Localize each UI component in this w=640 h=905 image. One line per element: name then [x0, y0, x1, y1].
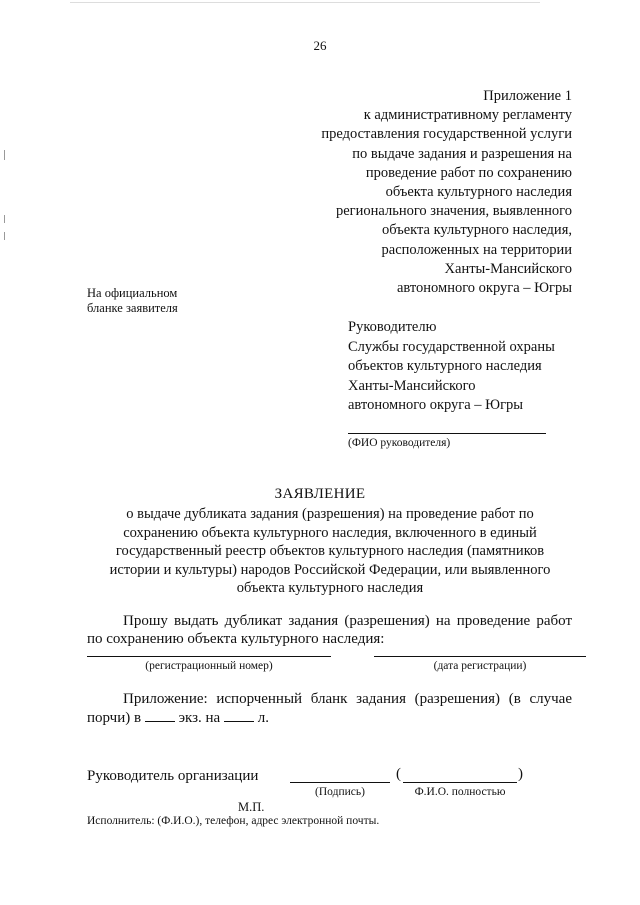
- signature-field[interactable]: [290, 782, 390, 783]
- registration-date-field[interactable]: [374, 656, 586, 657]
- scan-margin-mark: [4, 150, 5, 160]
- addressee-block: [348, 318, 555, 416]
- registration-number-caption: (регистрационный номер): [145, 660, 273, 672]
- signer-fio-caption: Ф.И.О. полностью: [414, 786, 506, 798]
- appendix-line: предоставления государственной услуги: [321, 126, 572, 143]
- appendix-line: регионального значения, выявленного: [336, 203, 572, 220]
- fio-paren-open: (: [396, 766, 401, 782]
- letterhead-line: На официальном: [87, 286, 178, 300]
- appendix-line: объекта культурного наследия,: [381, 222, 572, 239]
- stamp-place-label: М.П.: [238, 800, 265, 814]
- attachment-paragraph: [87, 690, 572, 727]
- subtitle-line: сохранению объекта культурного наследия, включенного в единый: [123, 524, 537, 541]
- signer-fio-field[interactable]: [403, 782, 517, 783]
- scan-margin-mark: [4, 232, 5, 240]
- attachment-text: Приложение: испорченный бланк задания (разрешения) (в случае порчи) в: [87, 691, 572, 726]
- addressee-line: автономного округа – Югры: [348, 397, 524, 413]
- letterhead-note: [87, 286, 178, 316]
- appendix-line: по выдаче задания и разрешения на: [352, 145, 572, 162]
- subtitle-line: истории и культуры) народов Российской Федерации, или выявленного: [109, 561, 551, 578]
- registration-number-field[interactable]: [87, 656, 331, 657]
- addressee-line: Руководителю: [348, 319, 437, 335]
- addressee-line: Ханты-Мансийского: [348, 377, 476, 394]
- page-number: 26: [313, 38, 327, 53]
- signature-label: Руководитель организации: [87, 768, 259, 784]
- subtitle-line: о выдаче дубликата задания (разрешения) на проведение работ по: [126, 506, 534, 522]
- scan-margin-mark: [4, 215, 5, 223]
- statement-title: ЗАЯВЛЕНИЕ: [274, 486, 366, 502]
- addressee-line: объектов культурного наследия: [348, 358, 542, 374]
- copies-count-field[interactable]: [145, 709, 175, 722]
- director-fio-caption: (ФИО руководителя): [348, 437, 451, 449]
- attachment-text: экз. на: [178, 709, 221, 726]
- subtitle-line: объекта культурного наследия: [236, 580, 424, 596]
- request-paragraph: Прошу выдать дубликат задания (разрешения) на проведение работ по сохранению объекта культурного наследия:: [87, 613, 572, 647]
- sheets-count-field[interactable]: [224, 709, 254, 722]
- appendix-line: объекта культурного наследия: [385, 184, 572, 201]
- appendix-line: проведение работ по сохранению: [365, 164, 572, 181]
- appendix-header: [252, 87, 572, 298]
- attachment-text: л.: [257, 709, 269, 726]
- subtitle-line: государственный реестр объектов культурного наследия (памятников: [115, 543, 545, 559]
- appendix-line: расположенных на территории: [381, 241, 572, 258]
- appendix-line: Приложение 1: [483, 88, 572, 104]
- appendix-line: автономного округа – Югры: [396, 280, 572, 297]
- executor-note: Исполнитель: (Ф.И.О.), телефон, адрес электронной почты.: [87, 815, 380, 827]
- registration-date-caption: (дата регистрации): [433, 660, 527, 672]
- director-fio-field[interactable]: [348, 433, 546, 434]
- appendix-line: Ханты-Мансийского: [444, 260, 572, 277]
- scan-edge-smudge: [70, 2, 540, 3]
- letterhead-line: бланке заявителя: [87, 301, 178, 315]
- appendix-line: к административному регламенту: [363, 107, 572, 124]
- signature-caption: (Подпись): [315, 786, 365, 798]
- addressee-line: Службы государственной охраны: [348, 338, 555, 355]
- fio-paren-close: ): [518, 766, 523, 782]
- statement-subtitle: [60, 505, 600, 598]
